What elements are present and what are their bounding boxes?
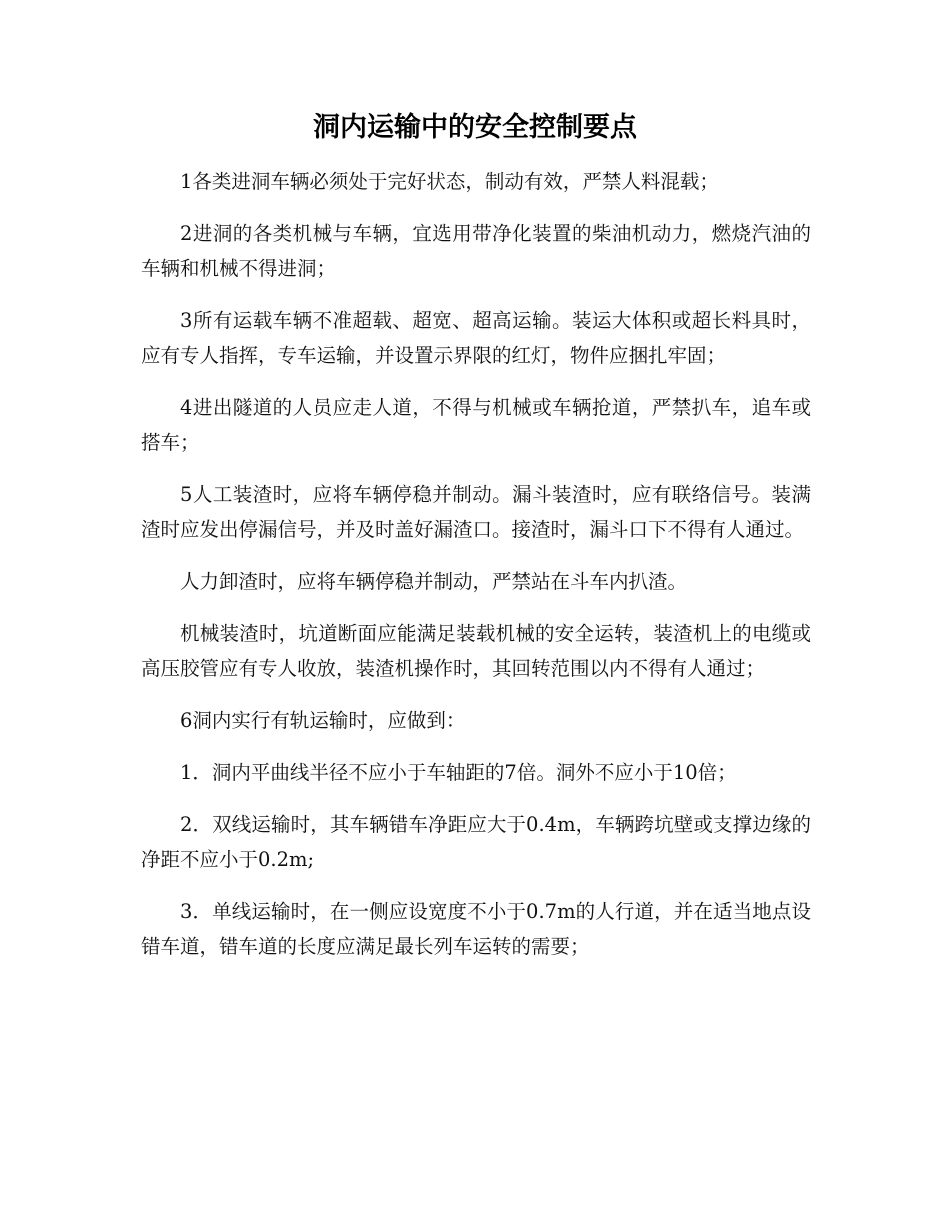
paragraph-3: 3所有运载车辆不准超载、超宽、超高运输。装运大体积或超长料具时，应有专人指挥，专车运输，并设置示界限的红灯，物件应捆扎牢固； <box>141 309 811 367</box>
paragraph-6: 人力卸渣时，应将车辆停稳并制动，严禁站在斗车内扒渣。 <box>180 570 688 593</box>
paragraph-4: 4进出隧道的人员应走人道，不得与机械或车辆抢道，严禁扒车，追车或搭车； <box>141 396 811 454</box>
paragraph-2: 2进洞的各类机械与车辆，宜选用带净化装置的柴油机动力，燃烧汽油的车辆和机械不得进洞； <box>141 222 811 280</box>
paragraph-1: 1各类进洞车辆必须处于完好状态，制动有效，严禁人料混载； <box>180 170 719 193</box>
paragraph-8: 6洞内实行有轨运输时，应做到： <box>180 709 466 732</box>
paragraph-11: 3．单线运输时，在一侧应设宽度不小于0.7m的人行道，并在适当地点设错车道，错车道的长度应满足最长列车运转的需要； <box>141 900 811 958</box>
paragraph-5: 5人工装渣时，应将车辆停稳并制动。漏斗装渣时，应有联络信号。装满渣时应发出停漏信号，并及时盖好漏渣口。接渣时，漏斗口下不得有人通过。 <box>141 483 811 541</box>
paragraph-9: 1．洞内平曲线半径不应小于车轴距的7倍。洞外不应小于10倍； <box>180 761 737 784</box>
page-title: 洞内运输中的安全控制要点 <box>313 112 637 143</box>
paragraph-10: 2．双线运输时，其车辆错车净距应大于0.4m，车辆跨坑壁或支撑边缘的净距不应小于0.2m; <box>141 813 811 871</box>
paragraph-7: 机械装渣时，坑道断面应能满足装载机械的安全运转，装渣机上的电缆或高压胶管应有专人收放，装渣机操作时，其回转范围以内不得有人通过； <box>141 622 811 680</box>
document-body <box>141 164 811 981</box>
